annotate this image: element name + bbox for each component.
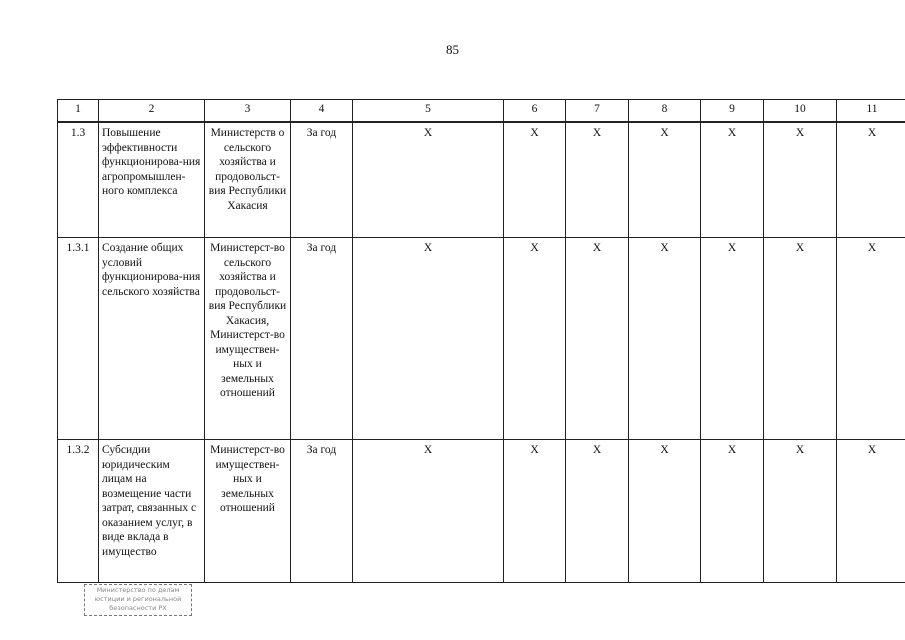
row-mark: X bbox=[504, 122, 566, 238]
row-mark: X bbox=[701, 122, 764, 238]
row-mark: X bbox=[764, 122, 837, 238]
column-header: 5 bbox=[353, 100, 504, 123]
row-mark: X bbox=[504, 238, 566, 440]
column-header: 6 bbox=[504, 100, 566, 123]
column-header: 10 bbox=[764, 100, 837, 123]
column-header: 9 bbox=[701, 100, 764, 123]
row-number: 1.3.2 bbox=[58, 440, 99, 583]
row-term: За год bbox=[291, 238, 353, 440]
row-mark: X bbox=[629, 238, 701, 440]
row-mark: X bbox=[566, 122, 629, 238]
row-mark: X bbox=[837, 238, 905, 440]
column-header: 4 bbox=[291, 100, 353, 123]
column-header: 3 bbox=[205, 100, 291, 123]
row-mark: X bbox=[764, 440, 837, 583]
row-name: Субсидии юридическим лицам на возмещение части затрат, связанных с оказанием услуг, в виде вклада в имущество bbox=[99, 440, 205, 583]
row-mark: X bbox=[701, 440, 764, 583]
table-header-row bbox=[58, 100, 905, 123]
stamp-line: Министерство по делам bbox=[96, 586, 180, 594]
column-header: 1 bbox=[58, 100, 99, 123]
column-header: 11 bbox=[837, 100, 905, 123]
column-header: 7 bbox=[566, 100, 629, 123]
row-mark: X bbox=[837, 122, 905, 238]
row-mark: X bbox=[353, 440, 504, 583]
row-organization: Министерст-во имуществен-ных и земельных отношений bbox=[205, 440, 291, 583]
row-term: За год bbox=[291, 440, 353, 583]
registration-stamp bbox=[84, 584, 192, 616]
row-mark: X bbox=[353, 238, 504, 440]
row-mark: X bbox=[504, 440, 566, 583]
row-mark: X bbox=[837, 440, 905, 583]
row-term: За год bbox=[291, 122, 353, 238]
row-mark: X bbox=[629, 440, 701, 583]
row-mark: X bbox=[701, 238, 764, 440]
page-number: 85 bbox=[446, 42, 459, 57]
stamp-line: безопасности РХ bbox=[109, 604, 167, 612]
row-number: 1.3.1 bbox=[58, 238, 99, 440]
row-organization: Министерств о сельского хозяйства и продовольст-вия Республики Хакасия bbox=[205, 122, 291, 238]
row-organization: Министерст-во сельского хозяйства и продовольст-вия Республики Хакасия, Министерст-во имуществен-ных и земельных отношений bbox=[205, 238, 291, 440]
row-mark: X bbox=[353, 122, 504, 238]
column-header: 2 bbox=[99, 100, 205, 123]
table-row bbox=[58, 122, 905, 238]
document-table bbox=[57, 99, 905, 583]
row-mark: X bbox=[566, 238, 629, 440]
stamp-line: юстиции и региональной bbox=[94, 595, 182, 603]
row-mark: X bbox=[566, 440, 629, 583]
row-mark: X bbox=[629, 122, 701, 238]
row-mark: X bbox=[764, 238, 837, 440]
table-row bbox=[58, 238, 905, 440]
table-row bbox=[58, 440, 905, 583]
row-name: Повышение эффективности функционирова-ния агропромышлен-ного комплекса bbox=[99, 122, 205, 238]
row-number: 1.3 bbox=[58, 122, 99, 238]
column-header: 8 bbox=[629, 100, 701, 123]
row-name: Создание общих условий функционирова-ния сельского хозяйства bbox=[99, 238, 205, 440]
